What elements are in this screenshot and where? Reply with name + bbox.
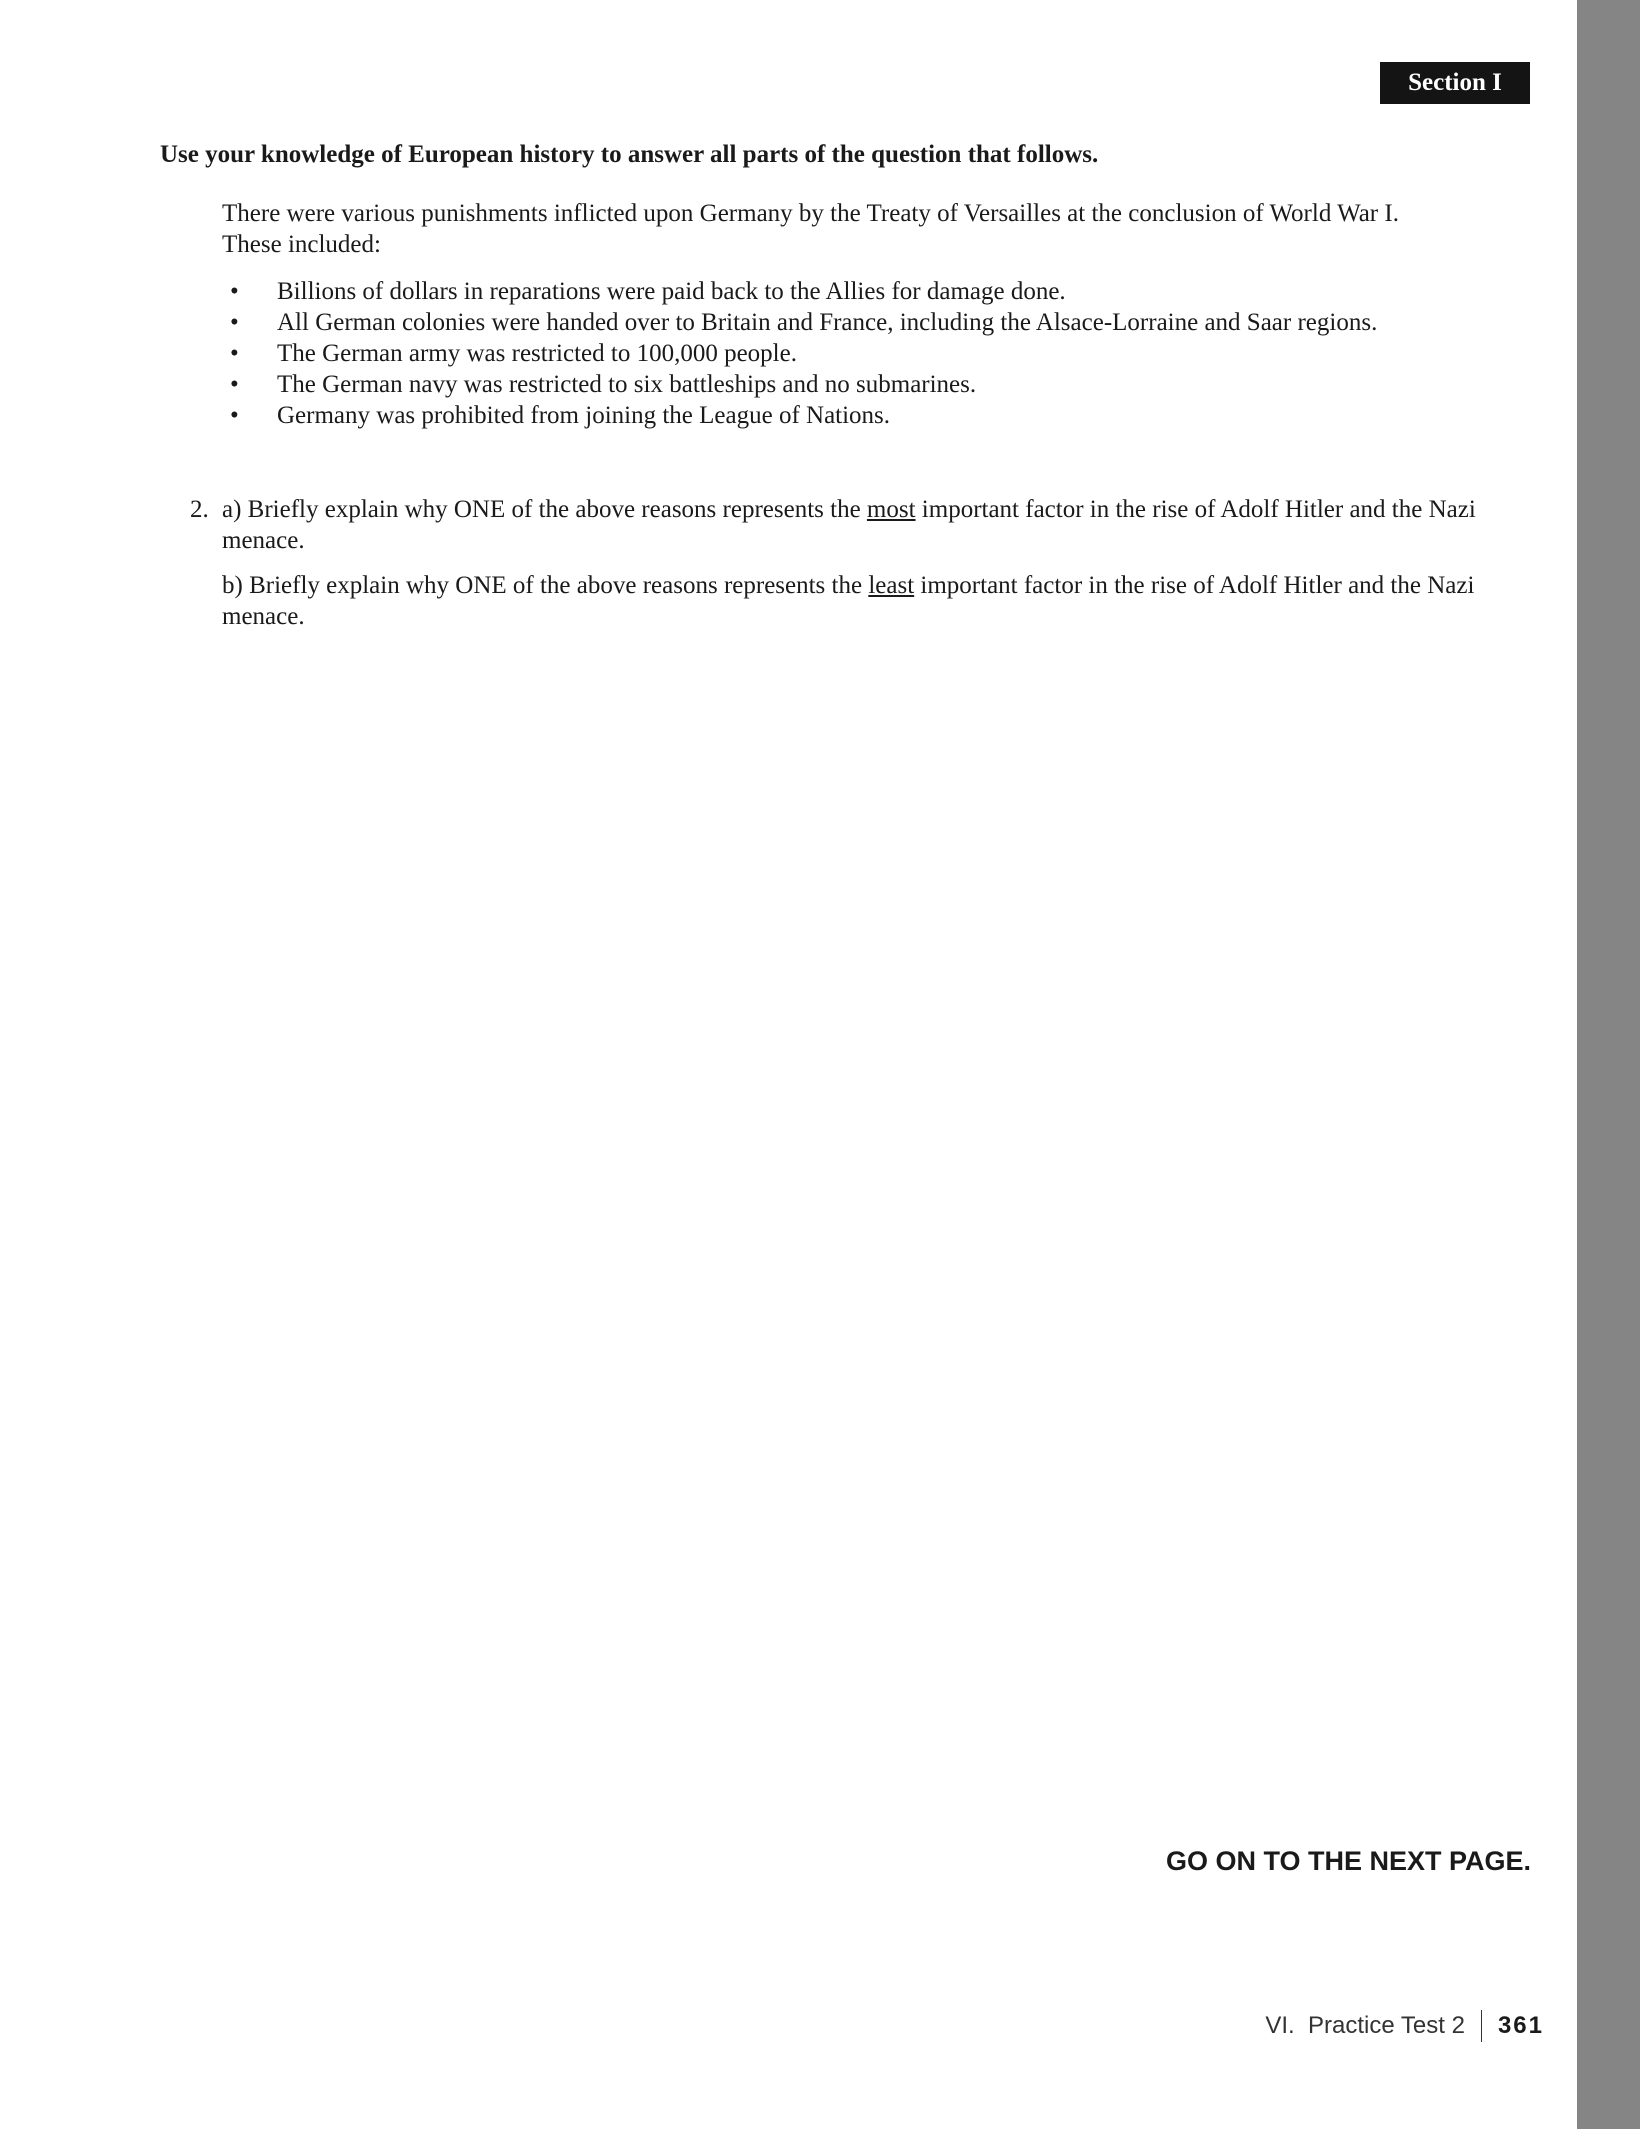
part-b-after: important factor in the rise of Adolf Hitler and the Nazi menace. <box>222 572 1475 630</box>
bullet-icon: • <box>230 402 239 429</box>
list-item <box>222 338 1377 369</box>
section-tab: Section I <box>1380 62 1530 104</box>
list-item-text: The German army was restricted to 100,000 people. <box>277 340 797 367</box>
intro-paragraph <box>222 198 1522 260</box>
page-number: 361 <box>1497 2012 1544 2039</box>
question-part-a <box>222 494 1530 556</box>
list-item <box>222 307 1377 338</box>
part-b-before: b) Briefly explain why ONE of the above reasons represents the <box>222 572 869 599</box>
part-b-emphasis: least <box>868 572 915 599</box>
list-item-text: All German colonies were handed over to Britain and France, including the Alsace-Lorraine and Saar regions. <box>277 309 1378 336</box>
list-item <box>222 276 1377 307</box>
part-a-emphasis: most <box>866 496 916 523</box>
go-on-notice: GO ON TO THE NEXT PAGE. <box>1165 1846 1531 1876</box>
page-edge-bar <box>1577 0 1640 2129</box>
list-item-text: Billions of dollars in reparations were paid back to the Allies for damage done. <box>277 278 1066 305</box>
intro-line-2: These included: <box>222 231 381 258</box>
bullet-icon: • <box>230 278 239 305</box>
question-number: 2. <box>190 496 209 523</box>
part-a-after: important factor in the rise of Adolf Hitler and the Nazi menace. <box>222 496 1476 554</box>
footer-chapter: VI. Practice Test 2 <box>1265 2012 1465 2039</box>
bullet-icon: • <box>230 371 239 398</box>
list-item <box>222 400 1377 431</box>
list-item-text: The German navy was restricted to six battleships and no submarines. <box>277 371 977 398</box>
intro-line-1: There were various punishments inflicted upon Germany by the Treaty of Versailles at the conclusion of World War I. <box>222 200 1399 227</box>
question-part-b <box>222 570 1530 632</box>
part-a-before: a) Briefly explain why ONE of the above reasons represents the <box>222 496 867 523</box>
bullet-icon: • <box>230 309 239 336</box>
footer-divider <box>1481 2010 1482 2042</box>
question-2 <box>190 494 1530 646</box>
bullet-icon: • <box>230 340 239 367</box>
list-item-text: Germany was prohibited from joining the League of Nations. <box>277 402 891 429</box>
page-footer <box>1200 2010 1544 2042</box>
punishments-list <box>222 276 1377 431</box>
instruction-heading: Use your knowledge of European history to answer all parts of the question that follows. <box>160 141 1099 168</box>
list-item <box>222 369 1377 400</box>
